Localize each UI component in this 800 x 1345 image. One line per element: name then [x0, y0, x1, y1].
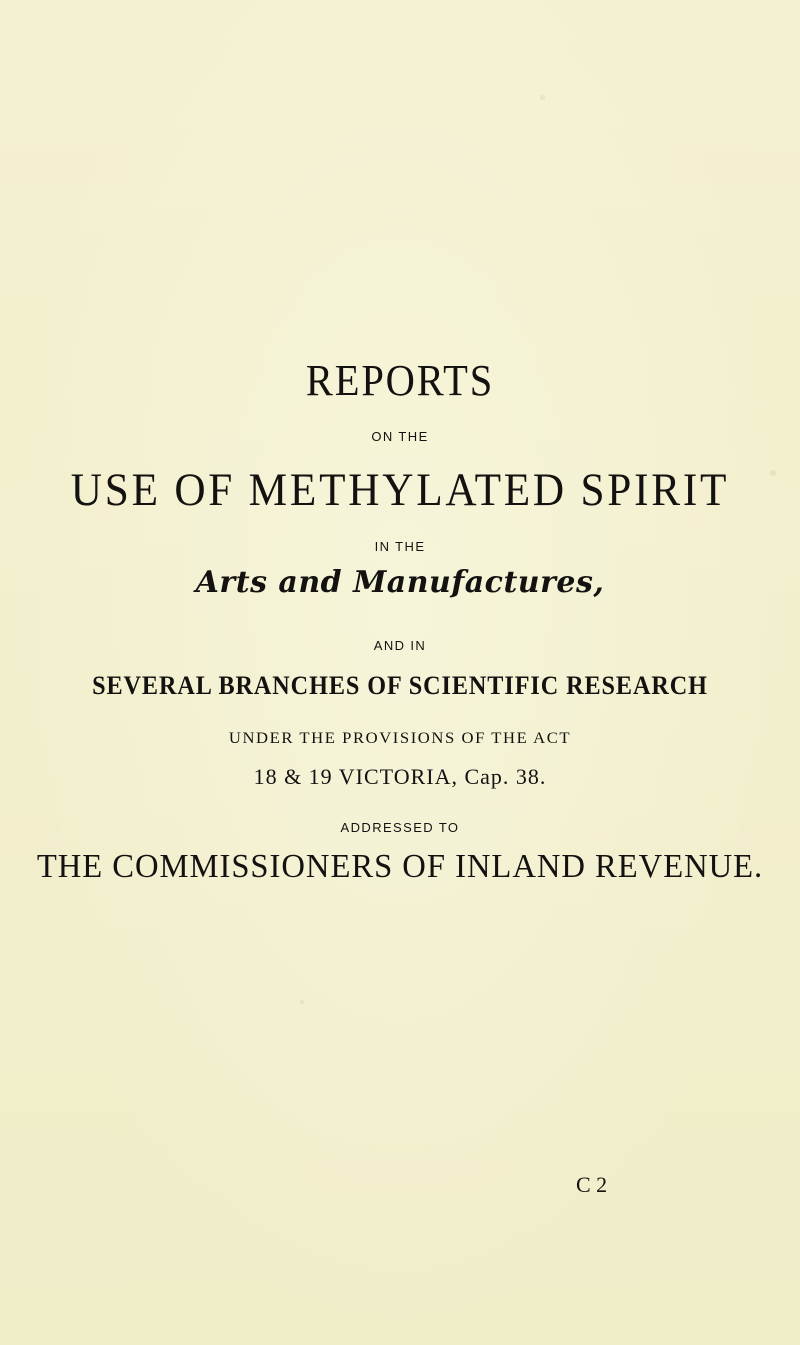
research-heading: SEVERAL BRANCHES OF SCIENTIFIC RESEARCH: [92, 671, 708, 700]
act-citation: 18 & 19 VICTORIA, Cap. 38.: [253, 764, 547, 789]
connector-on-the: ON THE: [371, 429, 429, 444]
subject-heading: USE OF METHYLATED SPIRIT: [70, 464, 730, 516]
paper-stain: [770, 470, 776, 476]
folio-mark: C 2: [576, 1172, 608, 1197]
provisions-line: UNDER THE PROVISIONS OF THE ACT: [228, 730, 572, 747]
page-title: REPORTS: [305, 356, 495, 405]
arts-manufactures-heading: Arts and Manufactures,: [195, 565, 605, 600]
addressed-to: ADDRESSED TO: [340, 820, 460, 835]
paper-stain: [300, 1000, 304, 1004]
paper-stain: [540, 95, 545, 100]
connector-in-the: IN THE: [374, 539, 426, 554]
connector-and-in: AND IN: [373, 638, 427, 653]
recipient-heading: THE COMMISSIONERS OF INLAND REVENUE.: [36, 848, 764, 885]
